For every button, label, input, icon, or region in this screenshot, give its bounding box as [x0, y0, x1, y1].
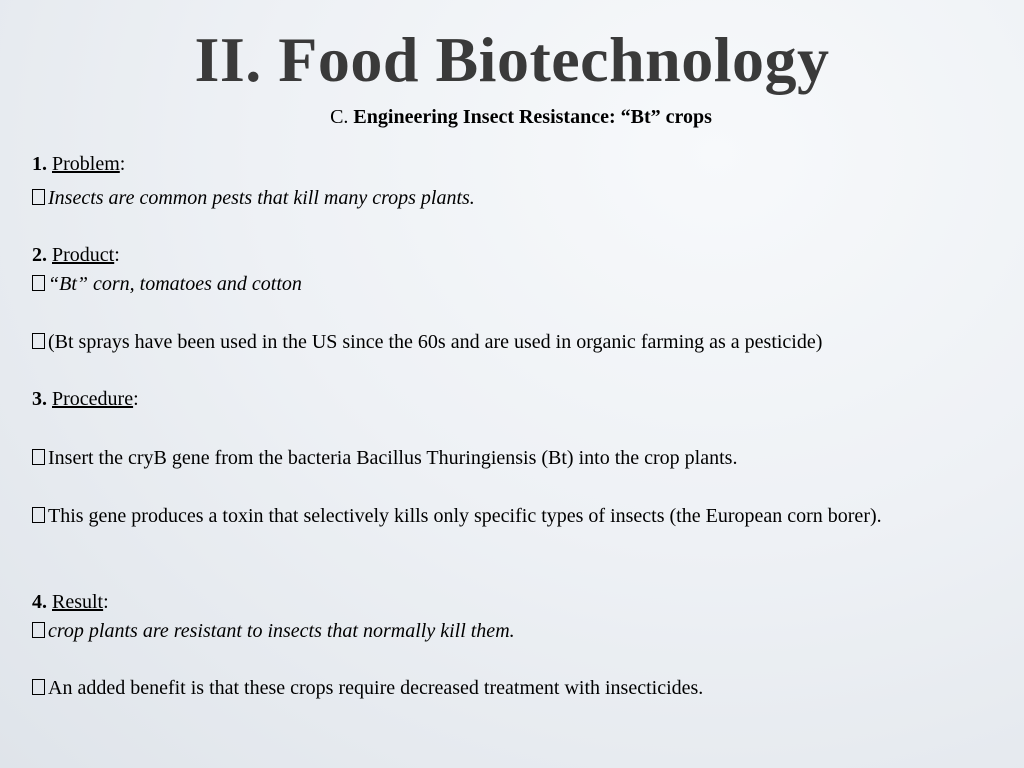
slide-title: II. Food Biotechnology	[194, 24, 830, 95]
section-colon: :	[133, 388, 139, 410]
section-heading-procedure	[32, 385, 992, 414]
section-colon: :	[114, 244, 120, 266]
section-label: Procedure	[52, 388, 134, 410]
bullet-item	[32, 617, 992, 646]
bullet-box-icon	[32, 449, 45, 465]
bullet-text: crop plants are resistant to insects that normally kill them.	[48, 620, 515, 642]
section-heading-problem	[32, 150, 992, 179]
section-label: Product	[52, 244, 115, 266]
bullet-item	[32, 328, 992, 357]
bullet-item	[32, 184, 992, 213]
section-label: Problem	[52, 153, 120, 175]
bullet-item	[32, 502, 992, 531]
section-number: 2.	[32, 244, 47, 266]
slide-subtitle	[0, 104, 1024, 130]
section-label: Result	[52, 591, 104, 613]
section-colon: :	[119, 153, 126, 175]
section-number: 3.	[32, 388, 47, 410]
section-number: 1.	[32, 153, 47, 175]
bullet-box-icon	[32, 679, 45, 695]
subtitle-prefix: C.	[330, 106, 354, 128]
bullet-text: Insert the cryB gene from the bacteria Bacillus Thuringiensis (Bt) into the crop plants.	[48, 447, 738, 469]
bullet-text: (Bt sprays have been used in the US since the 60s and are used in organic farming as a pesticide)	[48, 331, 823, 353]
bullet-box-icon	[32, 189, 45, 205]
bullet-box-icon	[32, 275, 45, 291]
bullet-box-icon	[32, 507, 45, 523]
section-number: 4.	[32, 591, 47, 613]
bullet-text: This gene produces a toxin that selectively kills only specific types of insects (the European corn borer).	[48, 505, 882, 527]
subtitle-bold: Engineering Insect Resistance: “Bt” crops	[353, 106, 712, 128]
section-colon: :	[103, 591, 109, 613]
bullet-item	[32, 270, 992, 299]
section-heading-product	[32, 241, 992, 270]
bullet-item	[32, 444, 992, 473]
bullet-box-icon	[32, 622, 45, 638]
bullet-text: An added benefit is that these crops require decreased treatment with insecticides.	[48, 677, 704, 699]
bullet-box-icon	[32, 333, 45, 349]
bullet-text: “Bt” corn, tomatoes and cotton	[48, 273, 302, 295]
bullet-item	[32, 674, 992, 703]
section-heading-result	[32, 588, 992, 617]
bullet-text: Insects are common pests that kill many crops plants.	[48, 187, 475, 209]
